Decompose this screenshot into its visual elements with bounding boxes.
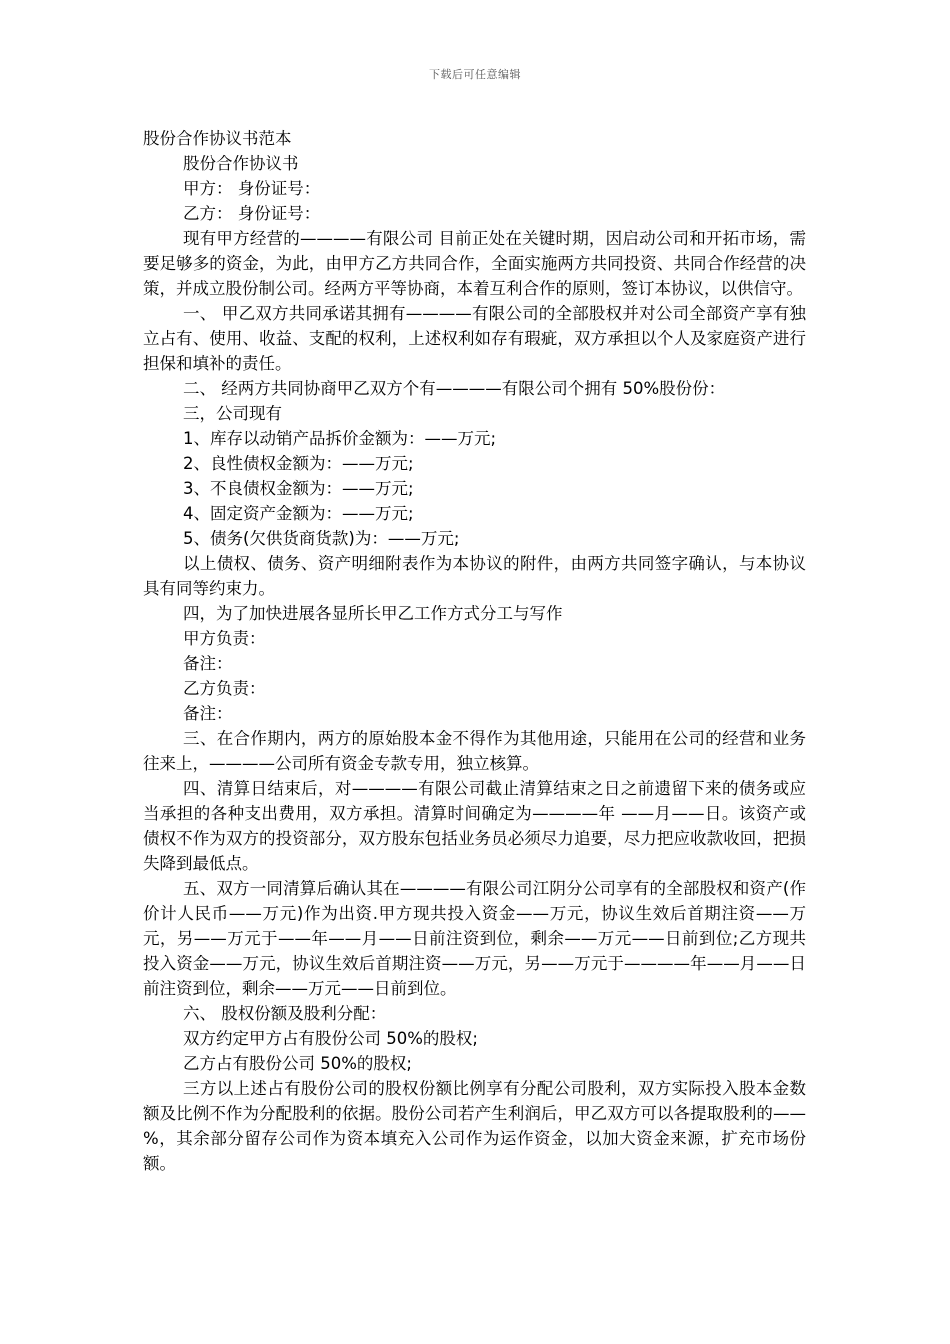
- preamble-paragraph: 现有甲方经营的————有限公司 目前正处在关键时期，因启动公司和开拓市场，需要足够多的资金，为此，由甲方乙方共同合作，全面实施两方共同投资、共同合作经营的决策，并成立股份制公司。经两方平等协商，本着互利合作的原则，签订本协议，以供信守。: [143, 229, 806, 298]
- liquidation-paragraph: 四、清算日结束后，对————有限公司截止清算结束之日之前遗留下来的债务或应当承担的各种支出费用，双方承担。清算时间确定为————年 ——月——日。该资产或债权不作为双方的投资部分，双方股东包括业务员必须尽力追要，尽力把应收款收回，把损失降到最低点。: [143, 779, 806, 873]
- document-body: [143, 126, 806, 1176]
- document-title: 股份合作协议书范本: [143, 129, 292, 148]
- clause-4-heading: 四，为了加快进展各显所长甲乙工作方式分工与写作: [183, 604, 563, 623]
- asset-item-3: 3、不良债权金额为：——万元;: [183, 479, 414, 498]
- party-a-duty-line: 甲方负责：: [183, 629, 266, 648]
- party-a-line: 甲方： 身份证号：: [183, 179, 321, 198]
- attachment-paragraph: 以上债权、债务、资产明细附表作为本协议的附件，由两方共同签字确认，与本协议具有同等约束力。: [143, 554, 806, 598]
- page-header: 下载后可任意编辑: [429, 68, 521, 81]
- capital-usage-paragraph: 三、在合作期内，两方的原始股本金不得作为其他用途，只能用在公司的经营和业务往来上，————公司所有资金专款专用，独立核算。: [143, 729, 806, 773]
- note-line-a: 备注：: [183, 654, 233, 673]
- party-b-line: 乙方： 身份证号：: [183, 204, 321, 223]
- party-b-duty-line: 乙方负责：: [183, 679, 266, 698]
- party-b-share-line: 乙方占有股份公司 50%的股权;: [183, 1054, 412, 1073]
- investment-paragraph: 五、双方一同清算后确认其在————有限公司江阴分公司享有的全部股权和资产(作价计人民币——万元)作为出资.甲方现共投入资金——万元，协议生效后首期注资——万元，另——万元于——年——月——日前注资到位，剩余——万元——日前到位;乙方现共投入资金——万元，协议生效后首期注资——万元，另——万元于————年——月——日前注资到位，剩余——万元——日前到位。: [143, 879, 806, 998]
- agreement-heading: 股份合作协议书: [183, 154, 299, 173]
- clause-1-paragraph: 一、 甲乙双方共同承诺其拥有————有限公司的全部股权并对公司全部资产享有独立占有、使用、收益、支配的权利，上述权利如存有瑕疵，双方承担以个人及家庭资产进行担保和填补的责任。: [143, 304, 806, 373]
- asset-item-4: 4、固定资产金额为：——万元;: [183, 504, 414, 523]
- clause-6-heading: 六、 股权份额及股利分配：: [183, 1004, 387, 1023]
- asset-item-1: 1、库存以动销产品拆价金额为：——万元;: [183, 429, 497, 448]
- note-line-b: 备注：: [183, 704, 233, 723]
- dividend-paragraph: 三方以上述占有股份公司的股权份额比例享有分配公司股利，双方实际投入股本金数额及比例不作为分配股利的依据。股份公司若产生利润后，甲乙双方可以各提取股利的——%，其余部分留存公司作为资本填充入公司作为运作资金，以加大资金来源，扩充市场份额。: [143, 1079, 806, 1173]
- clause-3-heading: 三，公司现有: [183, 404, 282, 423]
- asset-item-5: 5、债务(欠供货商货款)为：——万元;: [183, 529, 460, 548]
- clause-2-paragraph: 二、 经两方共同协商甲乙双方个有————有限公司个拥有 50%股份份：: [183, 379, 726, 398]
- asset-item-2: 2、良性债权金额为：——万元;: [183, 454, 414, 473]
- party-a-share-line: 双方约定甲方占有股份公司 50%的股权;: [183, 1029, 478, 1048]
